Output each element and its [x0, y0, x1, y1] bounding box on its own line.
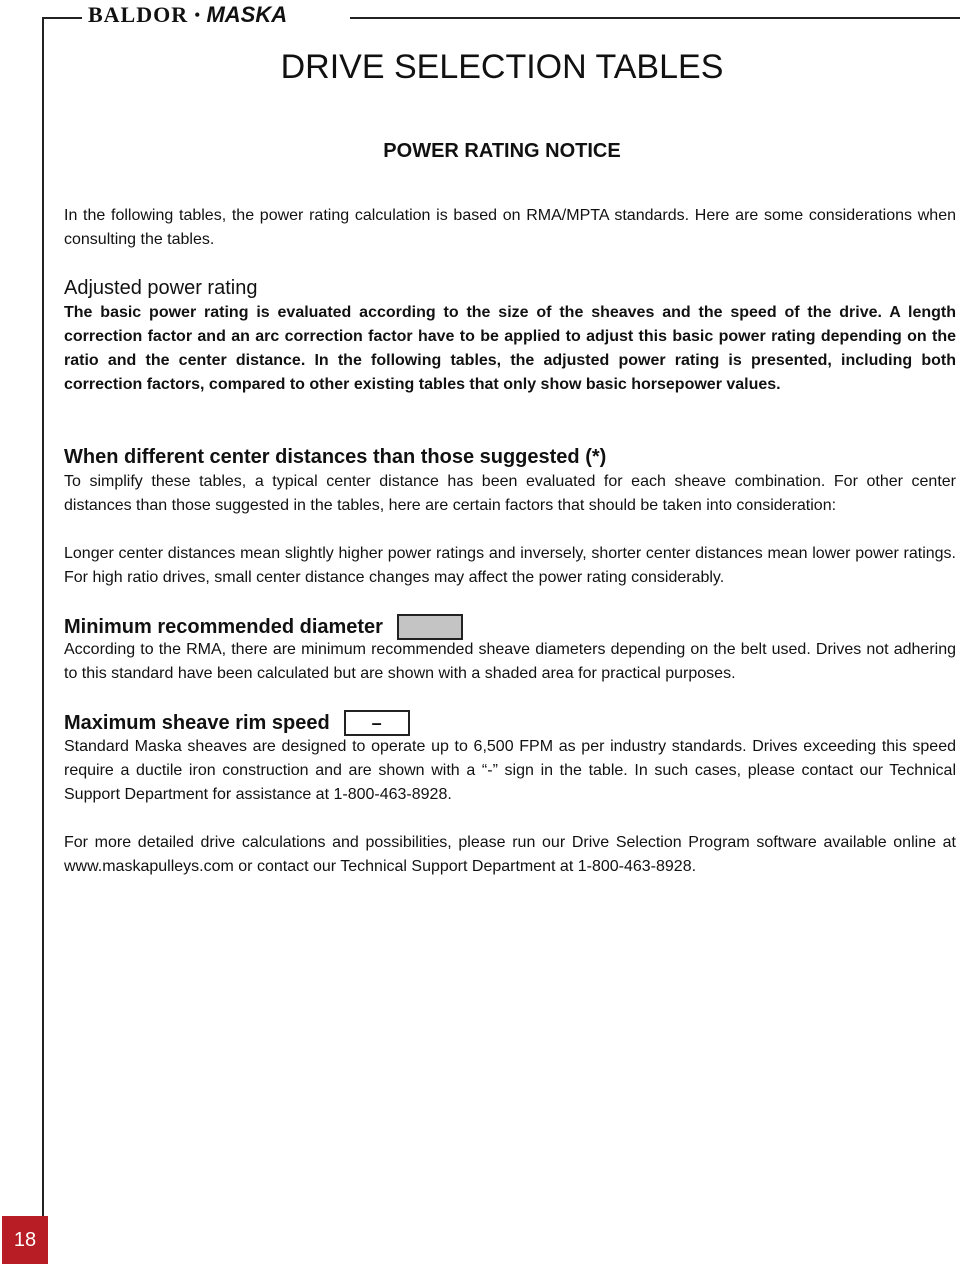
max-speed-heading-text: Maximum sheave rim speed — [64, 712, 330, 734]
page-number: 18 — [2, 1216, 48, 1264]
adjusted-heading-text: Adjusted power rating — [64, 277, 258, 299]
brand-logo — [88, 2, 287, 28]
brand-baldor: BALDOR — [88, 2, 189, 27]
adjusted-body: The basic power rating is evaluated according to the size of the sheaves and the speed of the drive. A length correction factor and an arc correction factor have to be applied to adjust this basic power rating depending on the ratio and the center distance. In the following tables, the adjusted power rating is presented, including both correction factors, compared to other existing tables that only show basic horsepower values. — [64, 304, 956, 393]
more-info-paragraph: For more detailed drive calculations and possibilities, please run our Drive Selection Program software available online at www.maskapulleys.com or contact our Technical Support Department at 1-800-463-8928. — [64, 834, 956, 875]
max-speed-body: Standard Maska sheaves are designed to operate up to 6,500 FPM as per industry standards. Drives exceeding this speed require a ductile iron construction and are shown with a “-” sign in the table. In such cases, please contact our Technical Support Department for assistance at 1-800-463-8928. — [64, 738, 956, 803]
min-diameter-heading-text: Minimum recommended diameter — [64, 616, 383, 638]
center-distance-heading — [64, 445, 606, 469]
shaded-area-swatch — [397, 614, 463, 640]
left-margin-rule — [42, 17, 44, 1217]
center-distance-body-1: To simplify these tables, a typical center distance has been evaluated for each sheave combination. For other center distances than those suggested in the tables, here are certain factors that should be taken into consideration: — [64, 473, 956, 514]
min-diameter-body: According to the RMA, there are minimum recommended sheave diameters depending on the belt used. Drives not adhering to this standard have been calculated but are shown with a shaded area for practical purposes. — [64, 641, 956, 682]
brand-maska: MASKA — [206, 2, 288, 27]
page-subtitle: POWER RATING NOTICE — [383, 140, 621, 162]
brand-separator: • — [194, 4, 201, 25]
center-distance-body-2: Longer center distances mean slightly higher power ratings and inversely, shorter center distances mean lower power ratings. For high ratio drives, small center distance changes may affect the power rating considerably. — [64, 545, 956, 586]
min-diameter-heading — [64, 614, 463, 640]
max-speed-heading — [64, 710, 410, 736]
center-distance-heading-text: When different center distances than those suggested (*) — [64, 446, 607, 468]
adjusted-heading — [64, 276, 257, 300]
dash-sign-box: – — [344, 710, 410, 736]
page-title: DRIVE SELECTION TABLES — [280, 48, 724, 86]
intro-paragraph: In the following tables, the power rating calculation is based on RMA/MPTA standards. Here are some considerations when consulting the tables. — [64, 207, 956, 248]
